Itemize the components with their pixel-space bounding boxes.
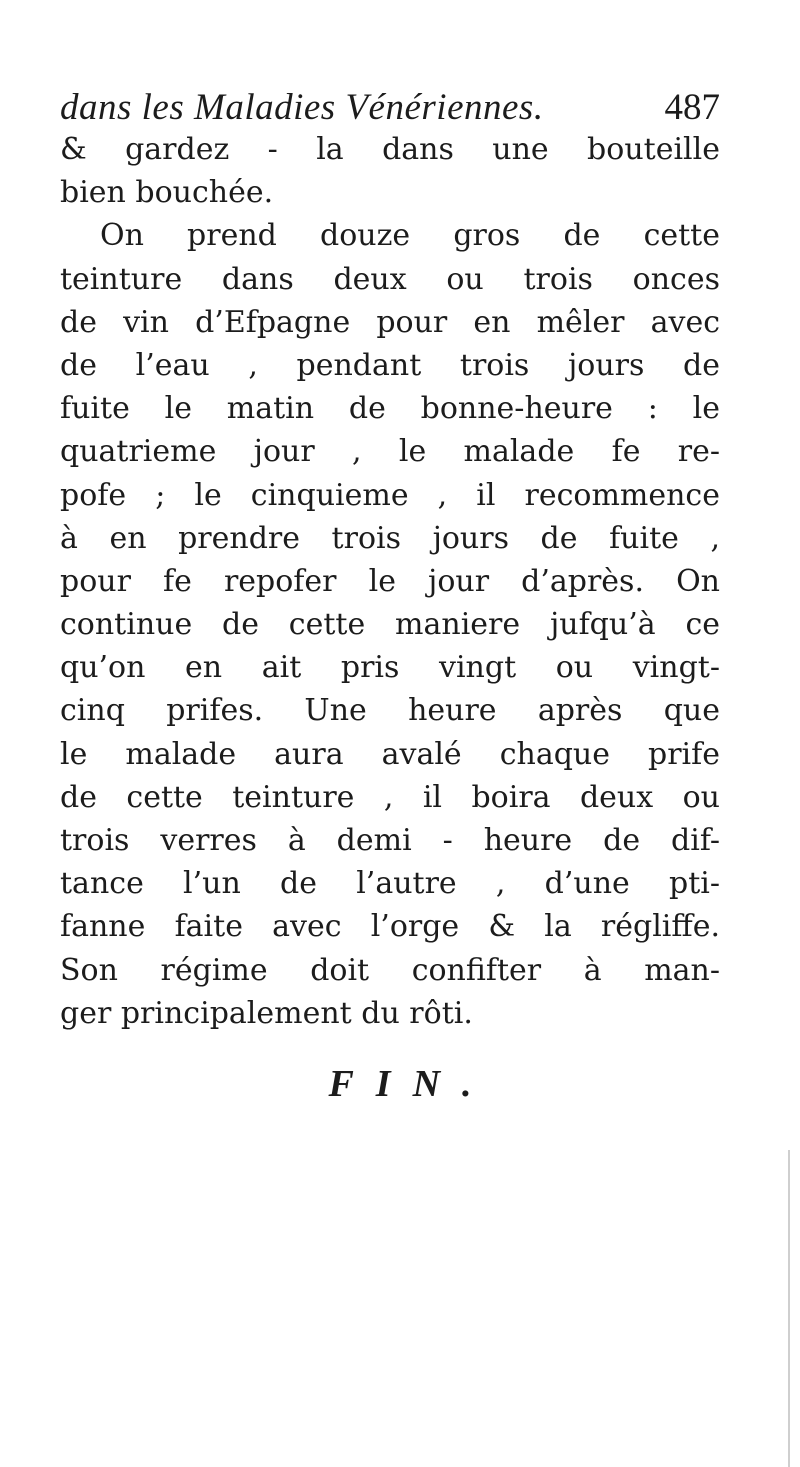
text-line: fanne faite avec l’orge & la régliffe. bbox=[60, 909, 720, 945]
running-title: dans les Maladies Vénériennes. bbox=[60, 87, 544, 128]
text-line: quatrieme jour , le malade fe re- bbox=[60, 434, 720, 470]
text-line: On prend douze gros de cette bbox=[100, 218, 720, 254]
body-text bbox=[60, 128, 720, 1035]
text-line: continue de cette maniere jufqu’à ce bbox=[60, 607, 720, 643]
fin-marker: FIN. bbox=[328, 1063, 494, 1105]
text-line: bien bouchée. bbox=[60, 175, 274, 211]
text-line: trois verres à demi - heure de dif- bbox=[60, 823, 720, 858]
text-line: le malade aura avalé chaque prife bbox=[60, 736, 720, 772]
text-line: de vin d’Efpagne pour en mêler avec bbox=[60, 304, 720, 340]
text-line: à en prendre trois jours de fuite , bbox=[60, 520, 720, 556]
text-line: cinq prifes. Une heure après que bbox=[60, 693, 720, 729]
scan-edge-divider bbox=[788, 1150, 790, 1467]
text-line: teinture dans deux ou trois onces bbox=[60, 261, 720, 297]
text-line: Son régime doit confifter à man- bbox=[60, 952, 720, 988]
text-line: ger principalement du rôti. bbox=[60, 995, 473, 1031]
text-line: pour fe repofer le jour d’après. On bbox=[60, 563, 720, 599]
text-line: tance l’un de l’autre , d’une pti- bbox=[60, 866, 720, 902]
text-line: de cette teinture , il boira deux ou bbox=[60, 779, 720, 815]
text-line: qu’on en ait pris vingt ou vingt- bbox=[60, 650, 720, 686]
page-number: 487 bbox=[664, 87, 720, 128]
text-line: fuite le matin de bonne-heure : le bbox=[60, 391, 720, 427]
text-line: pofe ; le cinquieme , il recommence bbox=[60, 477, 720, 513]
text-line: de l’eau , pendant trois jours de bbox=[60, 347, 720, 383]
text-line: & gardez - la dans une bouteille bbox=[60, 132, 720, 167]
